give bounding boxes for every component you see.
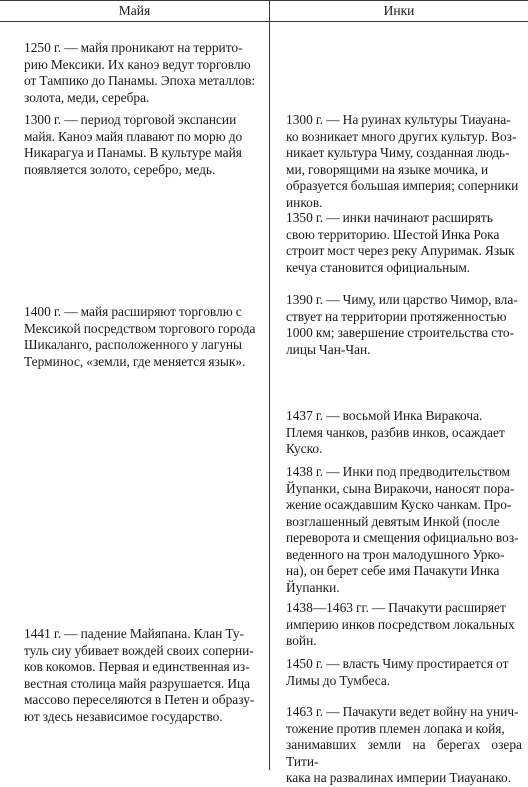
maya-entry-1441: 1441 г. — падение Майяпана. Клан Ту- туль сиу убивает вождей своих соперни- ков кокомов. Первая и единственная из- вестная столица майя разрушается. Ица массово переселяются в Петен и образу- ют здесь независимое государство. — [24, 626, 255, 724]
inca-entry-1390: 1390 г. — Чиму, или царство Чимор, вла- ствует на территории протяженностью 1000 км; завершение строительства сто- лицы Чан-Чан. — [286, 292, 518, 357]
maya-entry-1300: 1300 г. — период торговой экспансии майя. Каноэ майя плавают по морю до Никарагуа и Панамы. В культуре майя появляется золото, серебро, медь. — [24, 112, 243, 177]
inca-entry-1438: 1438 г. — Инки под предводительством Йупанки, сына Виракочи, наносят пора- жение осаждавшим Куско чанкам. Про- возглашенный девятым Инкой (после переворота и смещения официально воз- веденного на трон малодушного Урко- на), он берет себе имя Пачакути Инка Йупанки. — [286, 464, 519, 595]
column-divider — [269, 0, 270, 770]
maya-entry-1400: 1400 г. — майя расширяют торговлю с Мексикой посредством торгового города Шикаланго, расположенного у лагуны Терминос, «земли, где меняется язык». — [24, 304, 256, 369]
inca-entry-1450: 1450 г. — власть Чиму простирается от Лимы до Тумбеса. — [286, 656, 509, 688]
maya-entry-1250: 1250 г. — майя проникают на террито- рию Мексики. Их каноэ ведут торговлю от Тампико до Панамы. Эпоха металлов: золота, меди, серебра. — [24, 40, 256, 105]
column-header-inca: Инки — [383, 3, 415, 18]
inca-entry-1350: 1350 г. — инки начинают расширять свою территорию. Шестой Инка Рока строит мост через реку Апуримак. Язык кечуа становится официальным. — [286, 210, 515, 275]
inca-entry-1463: 1463 г. — Пачакути ведет войну на унич- тожение против племен лопака и койя, занимавших земли на берегах озера Тити- кака на развалинах империи Тиауанако. — [286, 704, 522, 785]
inca-entry-1437: 1437 г. — восьмой Инка Виракоча. Племя чанков, разбив инков, осаждает Куско. — [286, 408, 505, 456]
inca-entry-1300: 1300 г. — На руинах культуры Тиауана- ко возникает много других культур. Воз- никает культура Чиму, созданная людь- ми, говорящими на языке мочика, и образуется большая империя; соперники инков. — [286, 112, 519, 210]
header-bottom-border — [0, 21, 528, 22]
table-top-border — [0, 0, 528, 1]
column-header-maya: Майя — [118, 3, 151, 18]
inca-entry-1438-1463: 1438—1463 гг. — Пачакути расширяет империю инков посредством локальных войн. — [286, 600, 515, 648]
